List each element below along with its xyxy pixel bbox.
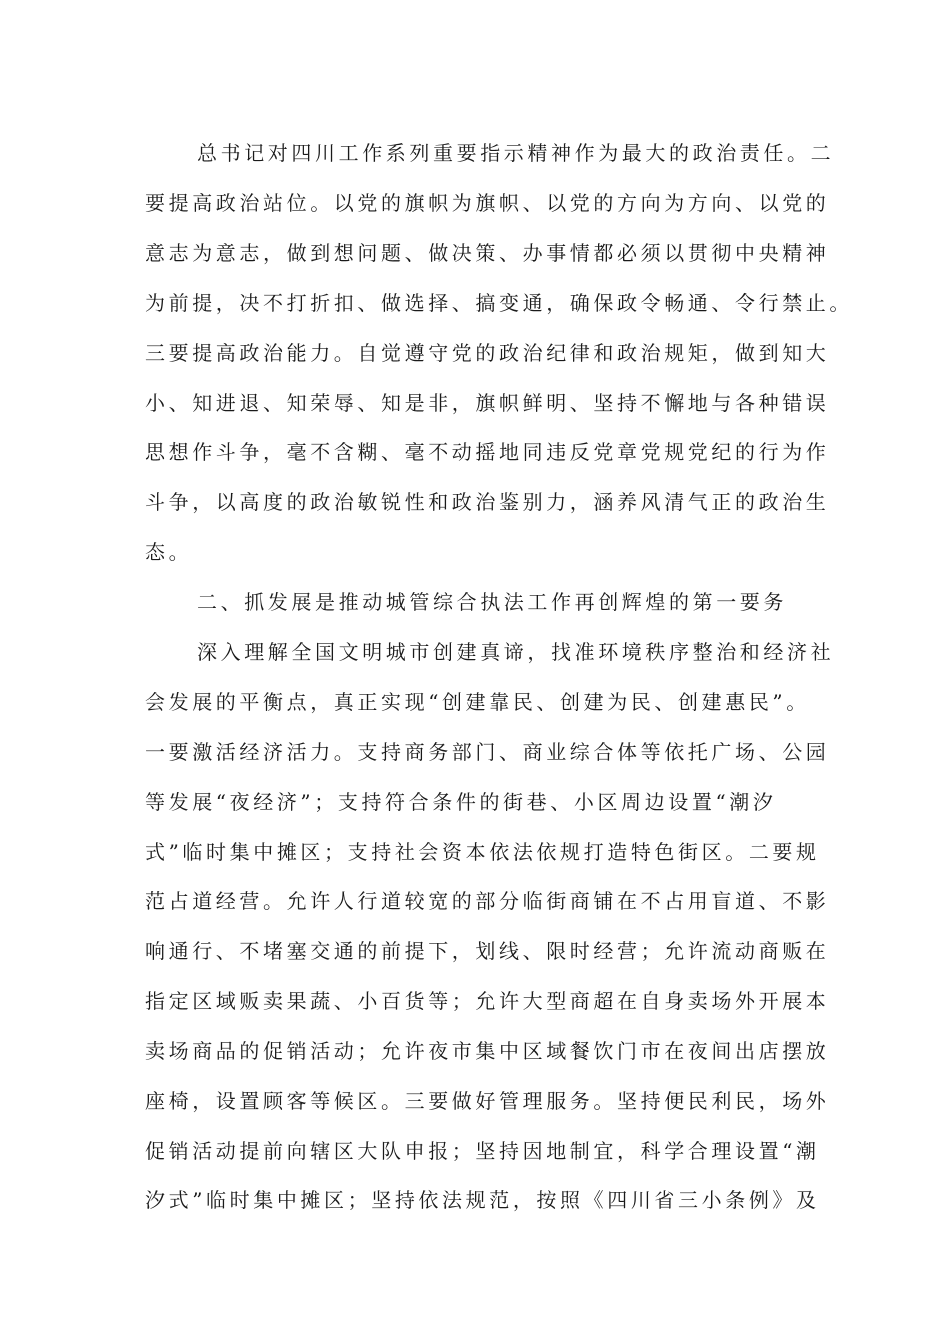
body-text-line: 思想作斗争，毫不含糊、毫不动摇地同违反党章党规党纪的行为作 — [145, 440, 830, 464]
body-text-line: 斗争，以高度的政治敏锐性和政治鉴别力，涵养风清气正的政治生 — [145, 490, 830, 514]
body-text-line: 汐式”临时集中摊区；坚持依法规范，按照《四川省三小条例》及 — [145, 1188, 820, 1212]
body-text-line: 深入理解全国文明城市创建真谛，找准环境秩序整治和经济社 — [197, 640, 835, 664]
body-text-line: 卖场商品的促销活动；允许夜市集中区域餐饮门市在夜间出店摆放 — [145, 1039, 830, 1063]
body-text-line: 范占道经营。允许人行道较宽的部分临街商铺在不占用盲道、不影 — [145, 889, 830, 913]
body-text-line: 总书记对四川工作系列重要指示精神作为最大的政治责任。二 — [197, 141, 835, 165]
body-text-line: 会发展的平衡点，真正实现“创建靠民、创建为民、创建惠民”。 — [145, 690, 810, 714]
body-text-line: 要提高政治站位。以党的旗帜为旗帜、以党的方向为方向、以党的 — [145, 191, 830, 215]
body-text-line: 意志为意志，做到想问题、做决策、办事情都必须以贯彻中央精神 — [145, 241, 830, 265]
body-text-line: 为前提，决不打折扣、做选择、搞变通，确保政令畅通、令行禁止。 — [145, 291, 853, 315]
body-text-line: 式”临时集中摊区；支持社会资本依法依规打造特色街区。二要规 — [145, 840, 820, 864]
body-text-line: 指定区域贩卖果蔬、小百货等；允许大型商超在自身卖场外开展本 — [145, 989, 830, 1013]
body-text-line: 座椅，设置顾客等候区。三要做好管理服务。坚持便民利民，场外 — [145, 1089, 830, 1113]
body-text-line: 三要提高政治能力。自觉遵守党的政治纪律和政治规矩，做到知大 — [145, 341, 830, 365]
body-text-line: 响通行、不堵塞交通的前提下，划线、限时经营；允许流动商贩在 — [145, 939, 830, 963]
body-text-line: 态。 — [145, 540, 193, 564]
body-text-line: 一要激活经济活力。支持商务部门、商业综合体等依托广场、公园 — [145, 740, 830, 764]
body-text-line: 等发展“夜经济”；支持符合条件的街巷、小区周边设置“潮汐 — [145, 790, 777, 814]
body-text-line: 小、知进退、知荣辱、知是非，旗帜鲜明、坚持不懈地与各种错误 — [145, 391, 830, 415]
section-heading: 二、抓发展是推动城管综合执法工作再创辉煌的第一要务 — [197, 590, 787, 614]
body-text-line: 促销活动提前向辖区大队申报；坚持因地制宜，科学合理设置“潮 — [145, 1139, 820, 1163]
